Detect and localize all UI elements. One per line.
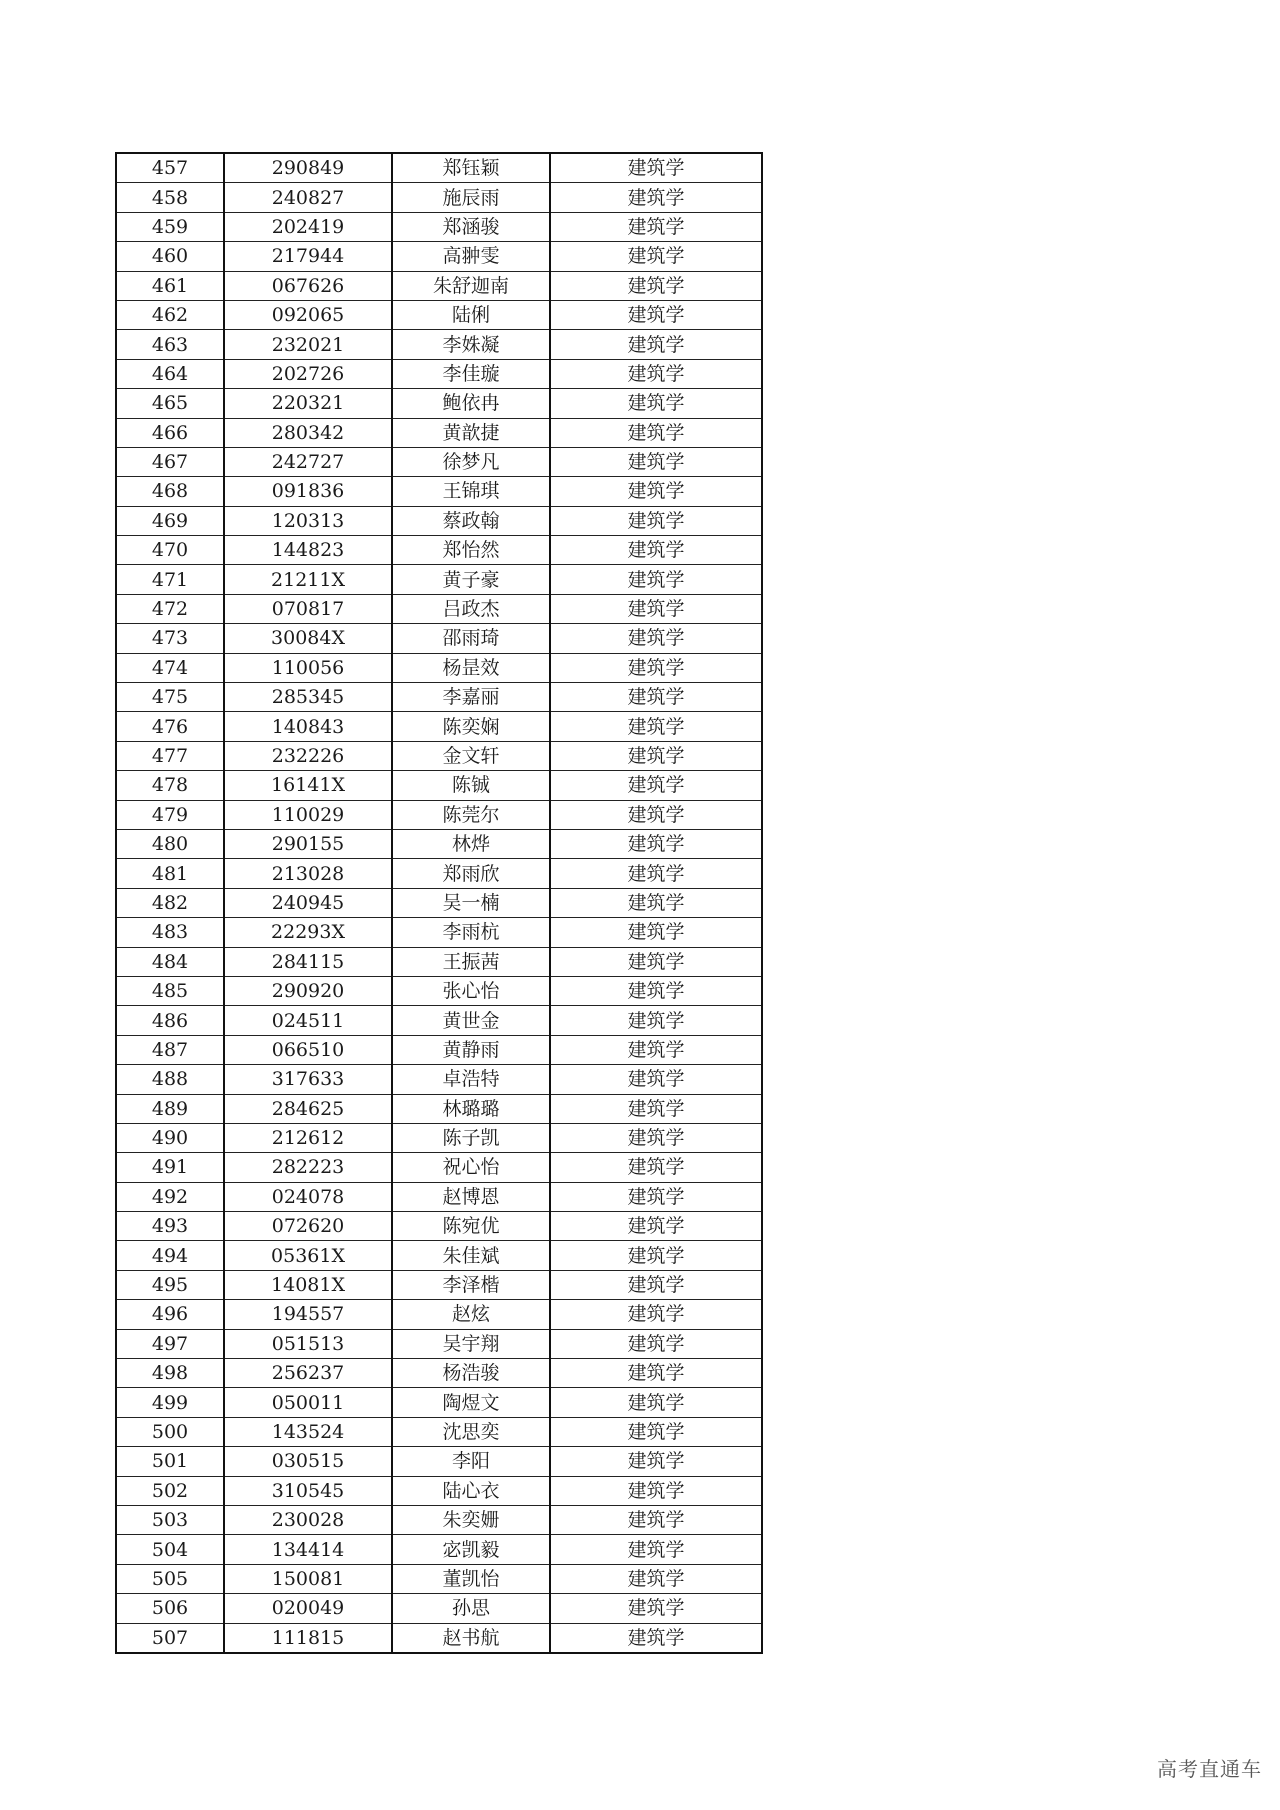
cell-major: 建筑学: [550, 330, 762, 359]
table-row: [116, 594, 762, 623]
cell-student-name: 赵炫: [392, 1300, 550, 1329]
cell-exam-id: 290920: [224, 976, 392, 1005]
cell-seq: 494: [116, 1241, 224, 1270]
cell-student-name: 张心怡: [392, 976, 550, 1005]
cell-seq: 498: [116, 1359, 224, 1388]
cell-major: 建筑学: [550, 800, 762, 829]
cell-major: 建筑学: [550, 389, 762, 418]
table-row: [116, 242, 762, 271]
cell-major: 建筑学: [550, 1300, 762, 1329]
cell-exam-id: 213028: [224, 859, 392, 888]
cell-seq: 469: [116, 506, 224, 535]
cell-exam-id: 072620: [224, 1212, 392, 1241]
cell-student-name: 林璐璐: [392, 1094, 550, 1123]
cell-student-name: 金文轩: [392, 741, 550, 770]
cell-exam-id: 024511: [224, 1006, 392, 1035]
cell-student-name: 王振茜: [392, 947, 550, 976]
cell-major: 建筑学: [550, 594, 762, 623]
cell-exam-id: 05361X: [224, 1241, 392, 1270]
cell-major: 建筑学: [550, 212, 762, 241]
cell-seq: 492: [116, 1182, 224, 1211]
table-row: [116, 1329, 762, 1358]
table-row: [116, 1123, 762, 1152]
cell-exam-id: 310545: [224, 1476, 392, 1505]
cell-seq: 462: [116, 300, 224, 329]
table-row: [116, 536, 762, 565]
cell-major: 建筑学: [550, 1035, 762, 1064]
cell-student-name: 郑怡然: [392, 536, 550, 565]
cell-major: 建筑学: [550, 506, 762, 535]
table-row: [116, 1006, 762, 1035]
table-row: [116, 947, 762, 976]
cell-exam-id: 22293X: [224, 918, 392, 947]
cell-student-name: 高翀雯: [392, 242, 550, 271]
admission-list-table: [115, 152, 763, 1654]
cell-major: 建筑学: [550, 712, 762, 741]
cell-student-name: 黄静雨: [392, 1035, 550, 1064]
cell-student-name: 黄世金: [392, 1006, 550, 1035]
cell-major: 建筑学: [550, 536, 762, 565]
cell-exam-id: 194557: [224, 1300, 392, 1329]
cell-major: 建筑学: [550, 1153, 762, 1182]
table-row: [116, 1623, 762, 1653]
table-row: [116, 271, 762, 300]
cell-major: 建筑学: [550, 918, 762, 947]
cell-student-name: 杨浩骏: [392, 1359, 550, 1388]
cell-seq: 474: [116, 653, 224, 682]
cell-student-name: 郑涵骏: [392, 212, 550, 241]
cell-major: 建筑学: [550, 1270, 762, 1299]
table-row: [116, 153, 762, 183]
cell-major: 建筑学: [550, 859, 762, 888]
cell-major: 建筑学: [550, 359, 762, 388]
cell-student-name: 陶煜文: [392, 1388, 550, 1417]
table-row: [116, 1270, 762, 1299]
cell-exam-id: 232226: [224, 741, 392, 770]
table-row: [116, 976, 762, 1005]
cell-exam-id: 111815: [224, 1623, 392, 1653]
cell-seq: 470: [116, 536, 224, 565]
cell-major: 建筑学: [550, 1065, 762, 1094]
cell-seq: 500: [116, 1417, 224, 1446]
table-row: [116, 741, 762, 770]
cell-student-name: 吴一楠: [392, 888, 550, 917]
cell-seq: 479: [116, 800, 224, 829]
table-row: [116, 1447, 762, 1476]
cell-major: 建筑学: [550, 1594, 762, 1623]
cell-exam-id: 217944: [224, 242, 392, 271]
cell-exam-id: 144823: [224, 536, 392, 565]
table-row: [116, 800, 762, 829]
cell-exam-id: 202419: [224, 212, 392, 241]
cell-exam-id: 230028: [224, 1505, 392, 1534]
cell-student-name: 王锦琪: [392, 477, 550, 506]
cell-student-name: 鲍依冉: [392, 389, 550, 418]
cell-seq: 477: [116, 741, 224, 770]
cell-exam-id: 284625: [224, 1094, 392, 1123]
cell-exam-id: 240827: [224, 183, 392, 212]
cell-student-name: 蔡政翰: [392, 506, 550, 535]
cell-seq: 501: [116, 1447, 224, 1476]
table-row: [116, 565, 762, 594]
cell-major: 建筑学: [550, 1535, 762, 1564]
cell-student-name: 陈子凯: [392, 1123, 550, 1152]
table-row: [116, 1094, 762, 1123]
cell-student-name: 陈铖: [392, 771, 550, 800]
cell-seq: 483: [116, 918, 224, 947]
cell-seq: 502: [116, 1476, 224, 1505]
cell-seq: 490: [116, 1123, 224, 1152]
cell-student-name: 吕政杰: [392, 594, 550, 623]
table-row: [116, 212, 762, 241]
cell-exam-id: 317633: [224, 1065, 392, 1094]
table-row: [116, 712, 762, 741]
cell-seq: 457: [116, 153, 224, 183]
cell-exam-id: 134414: [224, 1535, 392, 1564]
cell-seq: 466: [116, 418, 224, 447]
cell-seq: 486: [116, 1006, 224, 1035]
cell-seq: 489: [116, 1094, 224, 1123]
cell-student-name: 董凯怡: [392, 1564, 550, 1593]
cell-seq: 505: [116, 1564, 224, 1593]
cell-student-name: 林烨: [392, 829, 550, 858]
cell-major: 建筑学: [550, 447, 762, 476]
cell-exam-id: 290849: [224, 153, 392, 183]
cell-seq: 503: [116, 1505, 224, 1534]
cell-exam-id: 050011: [224, 1388, 392, 1417]
cell-major: 建筑学: [550, 300, 762, 329]
cell-student-name: 朱舒迦南: [392, 271, 550, 300]
cell-student-name: 李阳: [392, 1447, 550, 1476]
watermark-text: 高考直通车: [1157, 1757, 1262, 1781]
cell-exam-id: 285345: [224, 683, 392, 712]
cell-seq: 488: [116, 1065, 224, 1094]
cell-seq: 482: [116, 888, 224, 917]
cell-major: 建筑学: [550, 1212, 762, 1241]
cell-exam-id: 066510: [224, 1035, 392, 1064]
cell-exam-id: 290155: [224, 829, 392, 858]
cell-major: 建筑学: [550, 683, 762, 712]
table-row: [116, 1212, 762, 1241]
table-row: [116, 389, 762, 418]
cell-major: 建筑学: [550, 976, 762, 1005]
table-row: [116, 859, 762, 888]
cell-major: 建筑学: [550, 1388, 762, 1417]
table-row: [116, 1594, 762, 1623]
cell-student-name: 陆俐: [392, 300, 550, 329]
cell-seq: 495: [116, 1270, 224, 1299]
table-row: [116, 359, 762, 388]
cell-major: 建筑学: [550, 1123, 762, 1152]
cell-student-name: 陈莞尔: [392, 800, 550, 829]
cell-exam-id: 051513: [224, 1329, 392, 1358]
cell-seq: 487: [116, 1035, 224, 1064]
cell-seq: 458: [116, 183, 224, 212]
cell-exam-id: 220321: [224, 389, 392, 418]
cell-exam-id: 14081X: [224, 1270, 392, 1299]
cell-student-name: 陈宛优: [392, 1212, 550, 1241]
cell-seq: 480: [116, 829, 224, 858]
table-row: [116, 1359, 762, 1388]
cell-major: 建筑学: [550, 653, 762, 682]
cell-exam-id: 202726: [224, 359, 392, 388]
cell-major: 建筑学: [550, 1241, 762, 1270]
cell-exam-id: 282223: [224, 1153, 392, 1182]
cell-major: 建筑学: [550, 271, 762, 300]
cell-student-name: 李雨杭: [392, 918, 550, 947]
table-row: [116, 506, 762, 535]
table-row: [116, 829, 762, 858]
table-body: [116, 153, 762, 1653]
cell-seq: 507: [116, 1623, 224, 1653]
cell-student-name: 孙思: [392, 1594, 550, 1623]
cell-exam-id: 024078: [224, 1182, 392, 1211]
cell-exam-id: 020049: [224, 1594, 392, 1623]
table-row: [116, 447, 762, 476]
table-row: [116, 683, 762, 712]
cell-major: 建筑学: [550, 1094, 762, 1123]
cell-student-name: 祝心怡: [392, 1153, 550, 1182]
cell-seq: 475: [116, 683, 224, 712]
cell-student-name: 陆心衣: [392, 1476, 550, 1505]
table-row: [116, 771, 762, 800]
cell-student-name: 陈奕娴: [392, 712, 550, 741]
table-row: [116, 1065, 762, 1094]
cell-exam-id: 240945: [224, 888, 392, 917]
table-row: [116, 624, 762, 653]
cell-major: 建筑学: [550, 1006, 762, 1035]
cell-major: 建筑学: [550, 771, 762, 800]
cell-student-name: 施辰雨: [392, 183, 550, 212]
cell-major: 建筑学: [550, 624, 762, 653]
table-row: [116, 300, 762, 329]
cell-exam-id: 212612: [224, 1123, 392, 1152]
cell-student-name: 宓凯毅: [392, 1535, 550, 1564]
cell-exam-id: 140843: [224, 712, 392, 741]
cell-exam-id: 110056: [224, 653, 392, 682]
table-row: [116, 1535, 762, 1564]
cell-exam-id: 30084X: [224, 624, 392, 653]
table-row: [116, 1388, 762, 1417]
table-row: [116, 918, 762, 947]
cell-seq: 496: [116, 1300, 224, 1329]
cell-student-name: 赵书航: [392, 1623, 550, 1653]
cell-major: 建筑学: [550, 1182, 762, 1211]
cell-major: 建筑学: [550, 741, 762, 770]
cell-seq: 491: [116, 1153, 224, 1182]
cell-exam-id: 21211X: [224, 565, 392, 594]
cell-seq: 461: [116, 271, 224, 300]
table-row: [116, 1417, 762, 1446]
table-row: [116, 1035, 762, 1064]
cell-student-name: 邵雨琦: [392, 624, 550, 653]
cell-seq: 464: [116, 359, 224, 388]
cell-major: 建筑学: [550, 183, 762, 212]
cell-exam-id: 067626: [224, 271, 392, 300]
cell-major: 建筑学: [550, 1564, 762, 1593]
cell-exam-id: 070817: [224, 594, 392, 623]
cell-seq: 484: [116, 947, 224, 976]
cell-student-name: 郑钰颖: [392, 153, 550, 183]
cell-seq: 499: [116, 1388, 224, 1417]
cell-seq: 465: [116, 389, 224, 418]
cell-student-name: 李佳璇: [392, 359, 550, 388]
cell-student-name: 朱佳斌: [392, 1241, 550, 1270]
cell-student-name: 黄子豪: [392, 565, 550, 594]
table-row: [116, 1505, 762, 1534]
cell-exam-id: 280342: [224, 418, 392, 447]
cell-student-name: 李嘉丽: [392, 683, 550, 712]
cell-major: 建筑学: [550, 888, 762, 917]
cell-major: 建筑学: [550, 242, 762, 271]
cell-seq: 481: [116, 859, 224, 888]
cell-seq: 471: [116, 565, 224, 594]
cell-major: 建筑学: [550, 829, 762, 858]
table-row: [116, 1476, 762, 1505]
cell-student-name: 赵博恩: [392, 1182, 550, 1211]
cell-seq: 493: [116, 1212, 224, 1241]
cell-seq: 485: [116, 976, 224, 1005]
cell-exam-id: 256237: [224, 1359, 392, 1388]
cell-major: 建筑学: [550, 153, 762, 183]
cell-seq: 463: [116, 330, 224, 359]
cell-major: 建筑学: [550, 1623, 762, 1653]
cell-student-name: 朱奕姗: [392, 1505, 550, 1534]
cell-student-name: 吴宇翔: [392, 1329, 550, 1358]
cell-seq: 478: [116, 771, 224, 800]
cell-exam-id: 242727: [224, 447, 392, 476]
table-row: [116, 1300, 762, 1329]
cell-seq: 476: [116, 712, 224, 741]
table-row: [116, 1241, 762, 1270]
cell-seq: 460: [116, 242, 224, 271]
cell-exam-id: 092065: [224, 300, 392, 329]
table-row: [116, 1564, 762, 1593]
cell-exam-id: 091836: [224, 477, 392, 506]
cell-exam-id: 284115: [224, 947, 392, 976]
cell-exam-id: 150081: [224, 1564, 392, 1593]
cell-exam-id: 110029: [224, 800, 392, 829]
cell-seq: 459: [116, 212, 224, 241]
table-row: [116, 1182, 762, 1211]
cell-major: 建筑学: [550, 418, 762, 447]
table-row: [116, 1153, 762, 1182]
table-row: [116, 418, 762, 447]
cell-major: 建筑学: [550, 1505, 762, 1534]
cell-student-name: 李姝凝: [392, 330, 550, 359]
cell-major: 建筑学: [550, 947, 762, 976]
cell-major: 建筑学: [550, 477, 762, 506]
cell-exam-id: 030515: [224, 1447, 392, 1476]
cell-seq: 504: [116, 1535, 224, 1564]
cell-seq: 468: [116, 477, 224, 506]
cell-student-name: 卓浩特: [392, 1065, 550, 1094]
cell-exam-id: 16141X: [224, 771, 392, 800]
cell-student-name: 杨昰效: [392, 653, 550, 682]
cell-seq: 506: [116, 1594, 224, 1623]
table-row: [116, 653, 762, 682]
cell-exam-id: 120313: [224, 506, 392, 535]
table-row: [116, 183, 762, 212]
cell-student-name: 沈思奕: [392, 1417, 550, 1446]
table-row: [116, 888, 762, 917]
cell-student-name: 郑雨欣: [392, 859, 550, 888]
cell-student-name: 李泽楷: [392, 1270, 550, 1299]
cell-major: 建筑学: [550, 1329, 762, 1358]
table-row: [116, 477, 762, 506]
table-row: [116, 330, 762, 359]
cell-seq: 497: [116, 1329, 224, 1358]
cell-exam-id: 232021: [224, 330, 392, 359]
cell-student-name: 徐梦凡: [392, 447, 550, 476]
cell-student-name: 黄歆捷: [392, 418, 550, 447]
cell-exam-id: 143524: [224, 1417, 392, 1446]
cell-major: 建筑学: [550, 1417, 762, 1446]
cell-major: 建筑学: [550, 1476, 762, 1505]
cell-seq: 473: [116, 624, 224, 653]
cell-major: 建筑学: [550, 1359, 762, 1388]
cell-seq: 472: [116, 594, 224, 623]
cell-major: 建筑学: [550, 565, 762, 594]
cell-seq: 467: [116, 447, 224, 476]
cell-major: 建筑学: [550, 1447, 762, 1476]
